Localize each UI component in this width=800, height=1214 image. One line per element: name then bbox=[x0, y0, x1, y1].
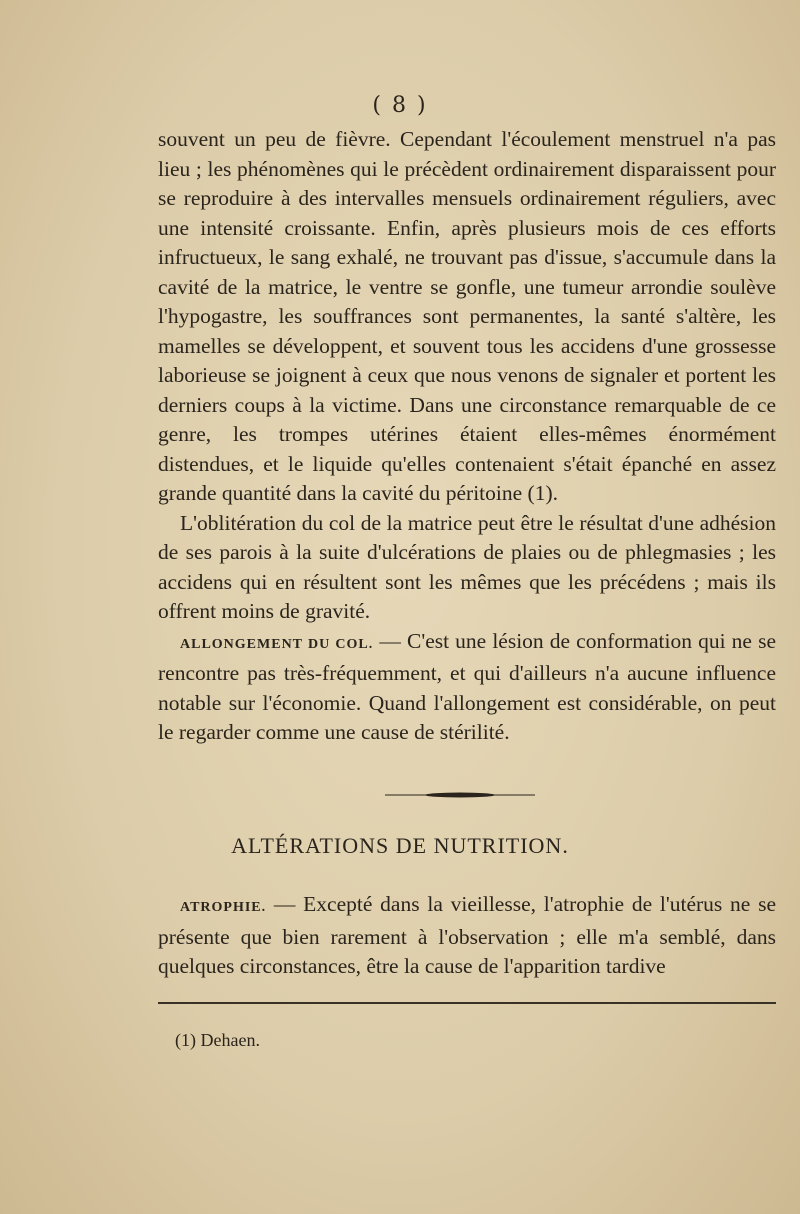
footnote-rule bbox=[158, 1002, 776, 1004]
atrophie-label: ATROPHIE. bbox=[180, 900, 267, 915]
page-number: ( 8 ) bbox=[372, 93, 428, 118]
main-text bbox=[158, 125, 776, 748]
footnote: (1) Dehaen. bbox=[175, 1030, 260, 1050]
paragraph-allongement bbox=[158, 627, 776, 748]
paragraph-1: souvent un peu de fièvre. Cependant l'écoulement menstruel n'a pas lieu ; les phénomènes qui le précèdent ordinairement disparaissent pour se reproduire à des intervalles mensuels ordinairement réguliers, avec une intensité croissante. Enfin, après plusieurs mois de ces efforts infructueux, le sang exhalé, ne trouvant pas d'issue, s'accumule dans la cavité de la matrice, le ventre se gonfle, une tumeur arrondie soulève l'hypogastre, les souffrances sont permanentes, la santé s'altère, les mamelles se développent, et souvent tous les accidens d'une grossesse laborieuse se joignent à ceux que nous venons de signaler et portent les derniers coups à la victime. Dans une circonstance remarquable de ce genre, les trompes utérines étaient elles-mêmes énormément distendues, et le liquide qu'elles contenaient s'était épanché en assez grande quantité dans la cavité du péritoine (1). bbox=[158, 127, 776, 505]
section-text bbox=[158, 890, 776, 982]
section-title: ALTÉRATIONS DE NUTRITION. bbox=[231, 833, 569, 858]
paragraph-2: L'oblitération du col de la matrice peut être le résultat d'une adhésion de ses parois à la suite d'ulcérations de plaies ou de phlegmasies ; les accidens qui en résultent sont les mêmes que les précédens ; mais ils offrent moins de gravité. bbox=[158, 510, 776, 623]
allongement-label: ALLONGEMENT DU COL. bbox=[180, 636, 374, 652]
paragraph-atrophie bbox=[158, 890, 776, 982]
allongement-text: — C'est une lésion de conformation qui ne se rencontre pas très-fréquemment, et qui d'ailleurs n'a aucune influence notable sur l'économie. Quand l'allongement est considérable, on peut le regarder comme une cause de stérilité. bbox=[158, 628, 776, 744]
ornament-divider bbox=[385, 792, 535, 798]
atrophie-text: — Excepté dans la vieillesse, l'atrophie de l'utérus ne se présente que bien rarement à l'observation ; elle m'a semblé, dans quelques circonstances, être la cause de l'apparition tardive bbox=[158, 892, 776, 978]
